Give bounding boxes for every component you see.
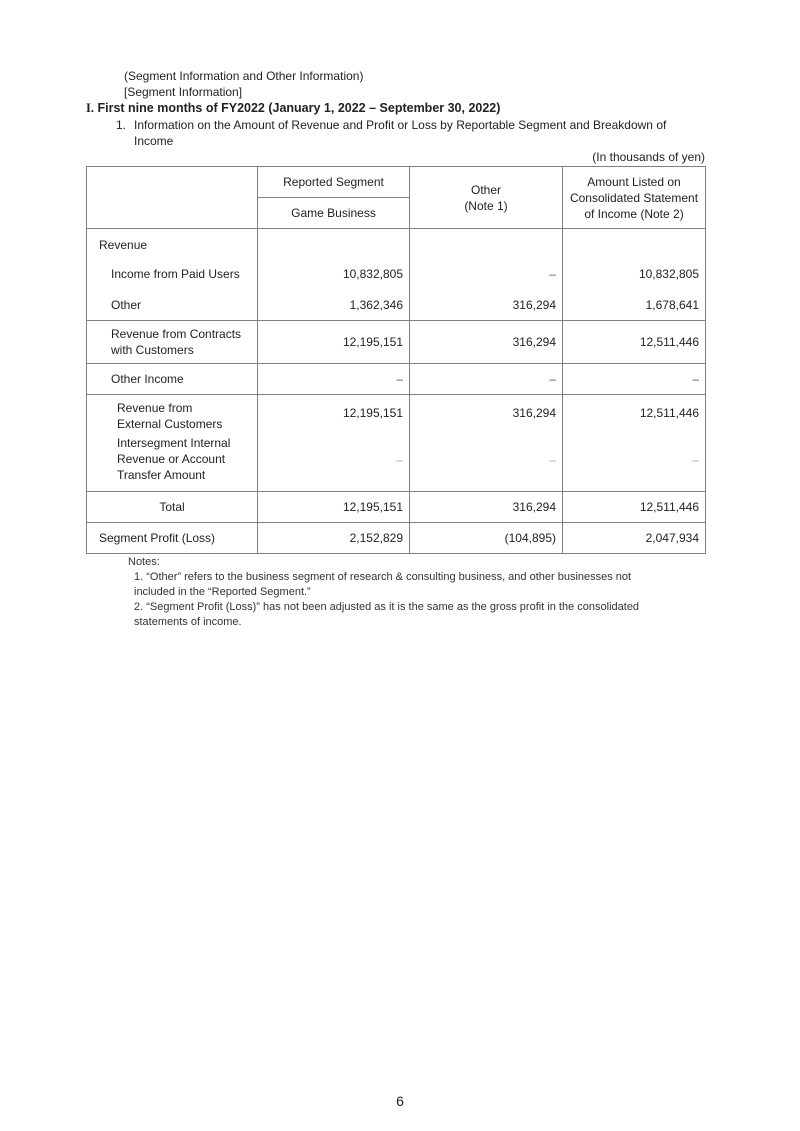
row-label-revenue: Revenue [99,238,148,252]
external-intersegment-consolidated [563,395,706,492]
cell-intersegment-consolidated: – [692,453,699,467]
row-label-intersegment [117,435,257,483]
cell-contracts-other: 316,294 [410,321,563,364]
header-consolidated [563,167,706,229]
row-label-external-line1: Revenue from [117,401,193,415]
section-title: First nine months of FY2022 (January 1, 2022 – September 30, 2022) [97,101,501,115]
notes-title: Notes: [128,556,160,568]
cell-total-other: 316,294 [410,492,563,523]
cell-external-game: 12,195,151 [342,406,403,420]
cell-profit-other: (104,895) [410,523,563,554]
cell-profit-consolidated: 2,047,934 [563,523,706,554]
section-heading [86,101,500,116]
cell-contracts-consolidated: 12,511,446 [563,321,706,364]
row-label-other: Other [111,298,142,312]
header-consolidated-line3: of Income (Note 2) [584,206,684,221]
revenue-game-values [258,229,410,321]
table-row-external-intersegment [87,395,706,492]
revenue-consolidated-values [563,229,706,321]
row-label-contracts-line2: with Customers [111,343,194,357]
row-label-segment-profit: Segment Profit (Loss) [87,523,258,554]
item-text-line1: Information on the Amount of Revenue and Profit or Loss by Reportable Segment and Breakdown of [134,118,667,132]
header-game-business: Game Business [258,198,410,229]
header-other-line1: Other [470,182,501,197]
note-1-line2: included in the “Reported Segment.” [134,586,311,598]
header-other-line2: (Note 1) [464,198,508,213]
cell-other-income-other: – [410,364,563,395]
cell-other-game: 1,362,346 [349,298,403,312]
cell-intersegment-other: – [549,453,556,467]
item-text-line2: Income [134,134,174,148]
segment-table [86,166,706,554]
table-row-total [87,492,706,523]
cell-other-consolidated: 1,678,641 [645,298,699,312]
cell-total-game: 12,195,151 [258,492,410,523]
section-caption: (Segment Information and Other Information) [124,69,364,83]
cell-intersegment-game: – [396,453,403,467]
cell-other-income-consolidated: – [563,364,706,395]
page-number: 6 [396,1093,404,1109]
table-row-segment-profit [87,523,706,554]
table-row-other-income [87,364,706,395]
external-intersegment-labels [87,395,258,492]
cell-external-other: 316,294 [512,406,556,420]
note-2-line1: 2. “Segment Profit (Loss)” has not been adjusted as it is the same as the gross profit in the consolidated [134,601,640,613]
header-consolidated-line1: Amount Listed on [587,174,681,189]
section-numeral: I. [86,101,94,115]
revenue-labels [87,229,258,321]
row-label-intersegment-line2: Revenue or Account [117,452,226,466]
external-intersegment-game [258,395,410,492]
cell-paid-users-consolidated: 10,832,805 [638,267,699,281]
cell-total-consolidated: 12,511,446 [563,492,706,523]
external-intersegment-other [410,395,563,492]
header-consolidated-line2: Consolidated Statement [569,190,699,205]
row-label-external-line2: External Customers [117,417,223,431]
row-label-other-income: Other Income [87,364,258,395]
table-row-revenue-group [87,229,706,321]
item-number: 1. [116,118,127,132]
row-label-contracts [87,321,258,364]
unit-note: (In thousands of yen) [592,150,705,164]
section-subcaption: [Segment Information] [124,85,243,99]
table-row-contracts [87,321,706,364]
cell-profit-game: 2,152,829 [258,523,410,554]
revenue-other-values [410,229,563,321]
cell-paid-users-game: 10,832,805 [342,267,403,281]
cell-external-consolidated: 12,511,446 [639,406,699,420]
header-empty-cell [87,167,258,229]
row-label-paid-users: Income from Paid Users [111,267,240,281]
header-reported-segment: Reported Segment [258,167,410,198]
row-label-contracts-line1: Revenue from Contracts [111,327,242,341]
row-label-intersegment-line1: Intersegment Internal [117,436,231,450]
cell-paid-users-other: – [549,267,556,281]
row-label-intersegment-line3: Transfer Amount [117,468,206,482]
note-1-line1: 1. “Other” refers to the business segment of research & consulting business, and other businesses not [134,571,632,583]
cell-other-income-game: – [258,364,410,395]
row-label-external [117,395,257,435]
cell-contracts-game: 12,195,151 [258,321,410,364]
note-2-line2: statements of income. [134,616,242,628]
header-other [410,167,563,229]
cell-other-other: 316,294 [512,298,556,312]
row-label-total: Total [87,492,258,523]
